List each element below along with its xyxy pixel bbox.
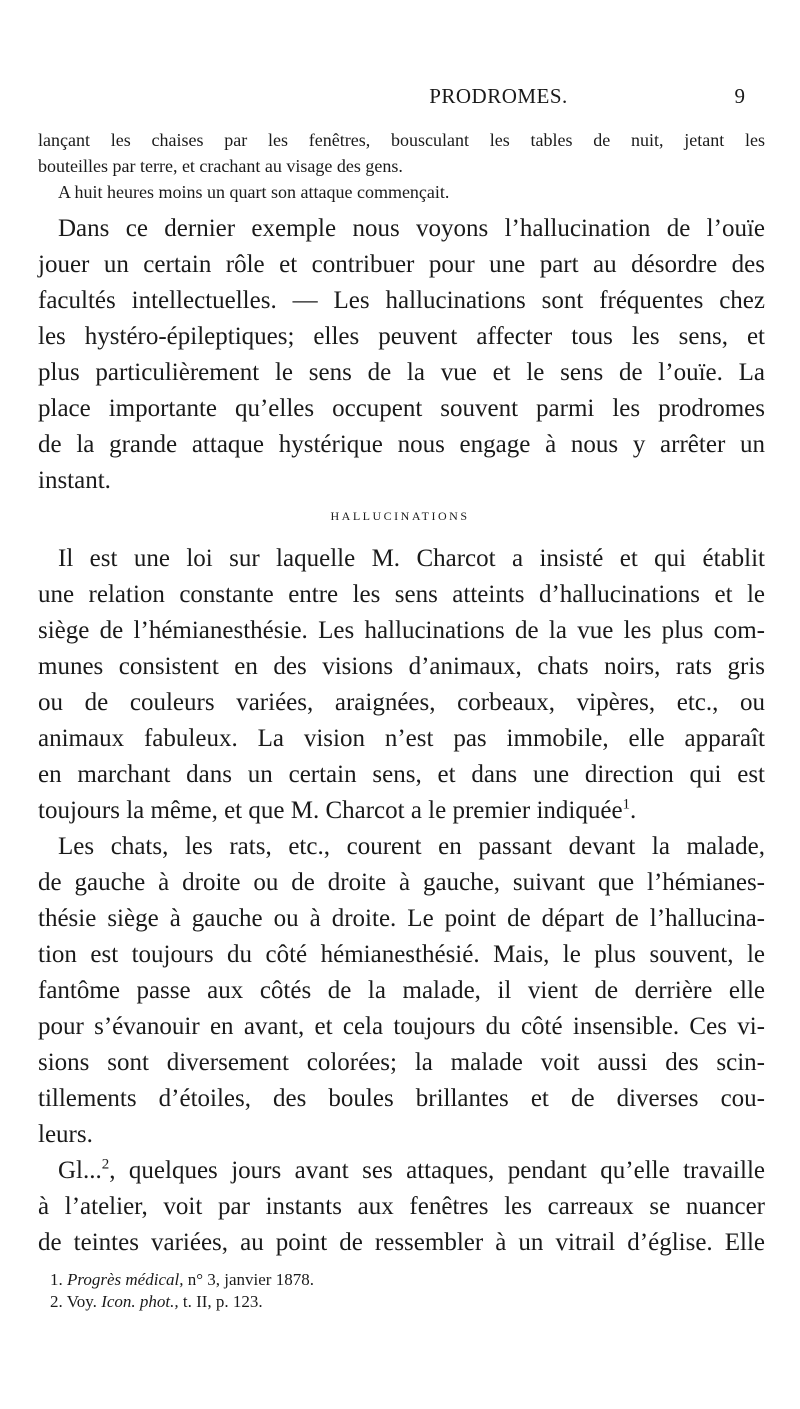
text-line: thésie siège à gauche ou à droite. Le point de départ de l’hallucina- — [38, 905, 765, 932]
text-line: à l’atelier, voit par instants aux fenêtres les carreaux se nuancer — [38, 1193, 765, 1220]
text-line: Gl...$^2$, quelques jours avant ses attaques, pendant qu’elle travaille — [58, 1156, 765, 1184]
text-line: les hystéro-épileptiques; elles peuvent affecter tous les sens, et — [38, 323, 765, 350]
text-line: munes consistent en des visions d’animaux, chats noirs, rats gris — [38, 653, 765, 680]
footnote-ref-1[interactable]: 1 — [622, 796, 631, 813]
footnote-2: 2. Voy. Icon. phot., t. II, p. 123. — [50, 1292, 263, 1311]
text-line: Il est une loi sur laquelle M. Charcot a insisté et qui établit — [58, 545, 765, 572]
text-line: jouer un certain rôle et contribuer pour une part au désordre des — [38, 251, 765, 278]
running-head: PRODROMES. — [429, 84, 568, 108]
text-line: de teintes variées, au point de ressembler à un vitrail d’église. Elle — [38, 1229, 765, 1256]
section-heading: HALLUCINATIONS — [330, 509, 470, 523]
text-line: une relation constante entre les sens atteints d’hallucinations et le — [38, 581, 765, 608]
text-line: de gauche à droite ou de droite à gauche, suivant que l’hémianes- — [38, 869, 765, 896]
text-line: instant. — [38, 467, 111, 494]
text-line: facultés intellectuelles. — Les hallucinations sont fréquentes chez — [38, 287, 765, 314]
footnote-ref-2[interactable]: 2 — [101, 1156, 110, 1173]
text-line: Dans ce dernier exemple nous voyons l’hallucination de l’ouïe — [58, 215, 765, 242]
text-line: ou de couleurs variées, araignées, corbeaux, vipères, etc., ou — [38, 689, 765, 716]
text-line: A huit heures moins un quart son attaque commençait. — [58, 182, 450, 202]
text-line: leurs. — [38, 1121, 93, 1148]
text-line: bouteilles par terre, et crachant au visage des gens. — [38, 156, 403, 176]
text-line: en marchant dans un certain sens, et dans une direction qui est — [38, 761, 765, 788]
text-line: tion est toujours du côté hémianesthésié. Mais, le plus souvent, le — [38, 941, 765, 968]
page-number: 9 — [734, 84, 745, 108]
text-line: plus particulièrement le sens de la vue et le sens de l’ouïe. La — [38, 359, 765, 386]
text-line: pour s’évanouir en avant, et cela toujours du côté insensible. Ces vi- — [38, 1013, 765, 1040]
text-line: lançant les chaises par les fenêtres, bousculant les tables de nuit, jetant les — [38, 130, 765, 150]
text-line: animaux fabuleux. La vision n’est pas immobile, elle apparaît — [38, 725, 765, 752]
text-line: de la grande attaque hystérique nous engage à nous y arrêter un — [38, 431, 765, 458]
page-header — [252, 84, 745, 114]
text-line: Les chats, les rats, etc., courent en passant devant la malade, — [58, 833, 765, 860]
footnote-1: 1. Progrès médical, n° 3, janvier 1878. — [50, 1270, 314, 1289]
text-line: place importante qu’elles occupent souvent parmi les prodromes — [38, 395, 765, 422]
text-line: toujours la même, et que M. Charcot a le premier indiquée$^1$. — [38, 796, 637, 824]
text-line: siège de l’hémianesthésie. Les hallucinations de la vue les plus com- — [38, 617, 765, 644]
text-line: tillements d’étoiles, des boules brillantes et de diverses cou- — [38, 1085, 765, 1112]
text-line: fantôme passe aux côtés de la malade, il vient de derrière elle — [38, 977, 765, 1004]
text-line: sions sont diversement colorées; la malade voit aussi des scin- — [38, 1049, 765, 1076]
